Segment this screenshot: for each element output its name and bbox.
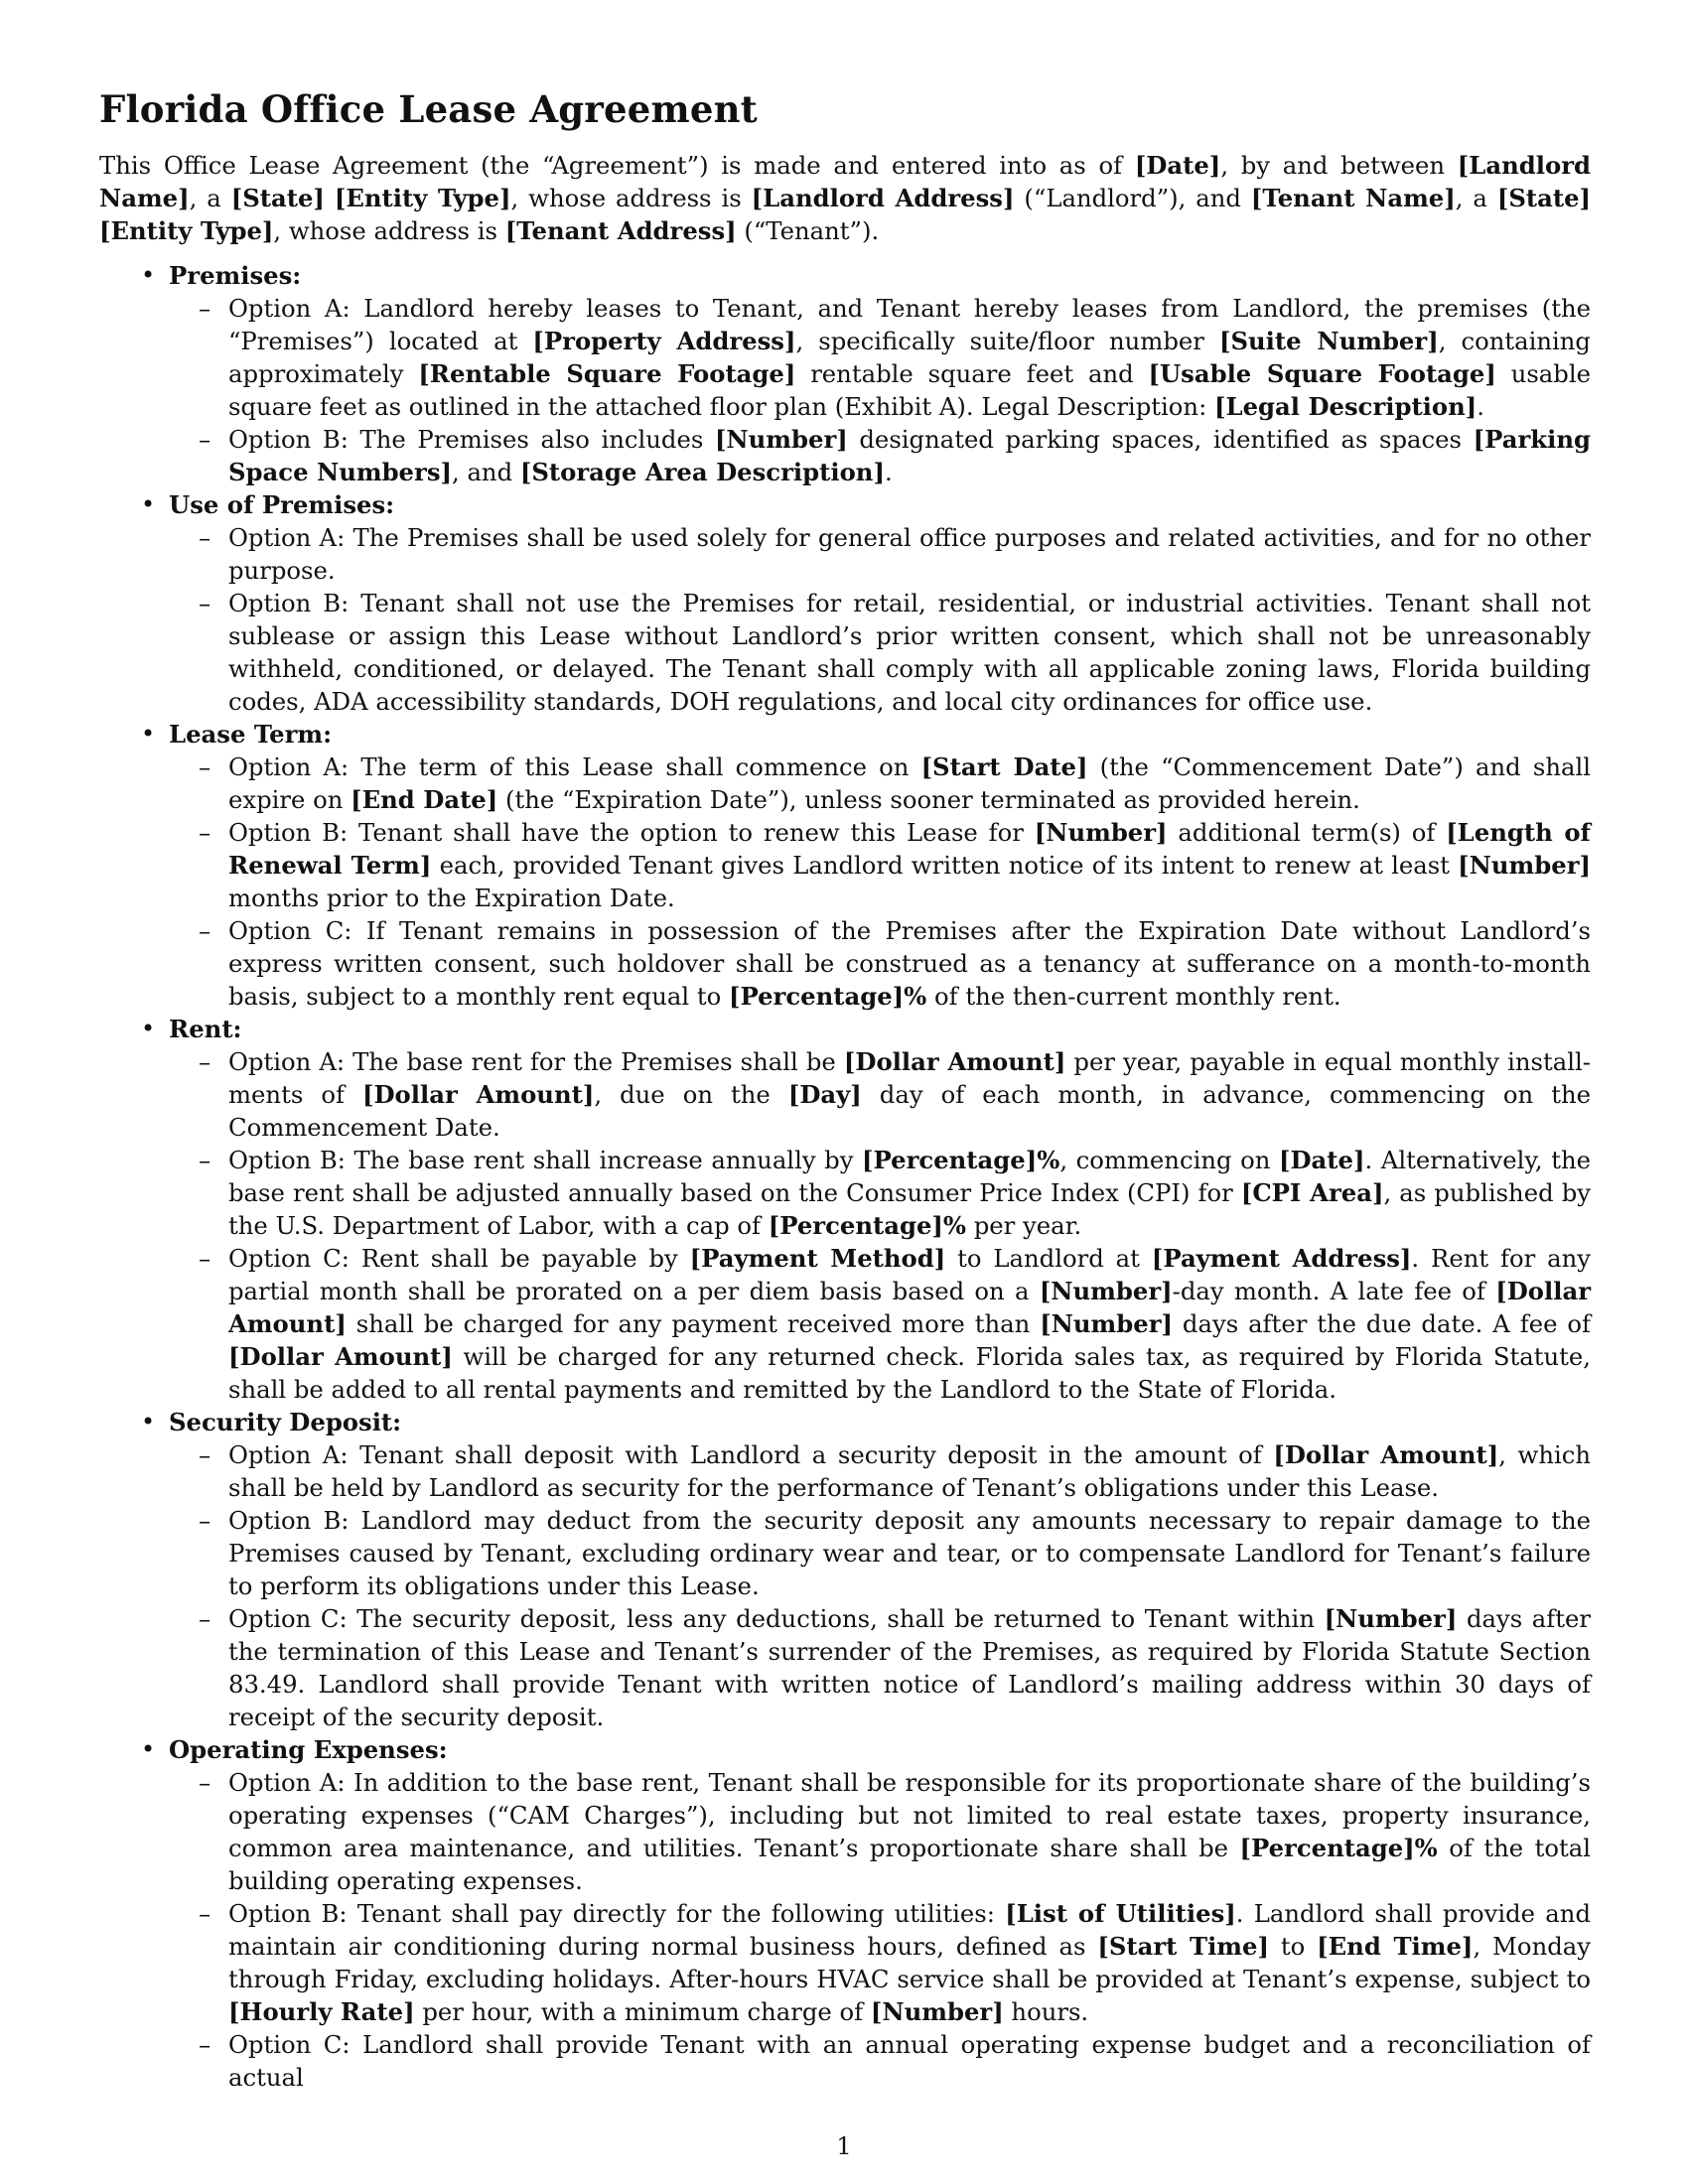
placeholder-field: [Usable Square Footage] bbox=[1148, 359, 1496, 388]
dash-marker: – bbox=[199, 1244, 211, 1273]
option-item bbox=[169, 521, 1591, 587]
text-run: Option A: The term of this Lease shall commence on bbox=[228, 752, 921, 781]
text-run: , a bbox=[189, 184, 231, 212]
section-item bbox=[99, 259, 1591, 488]
placeholder-field: [List of Utilities] bbox=[1005, 1899, 1236, 1928]
placeholder-field: [CPI Area] bbox=[1240, 1178, 1384, 1207]
placeholder-field: [Parking Space Numbers] bbox=[228, 425, 1592, 486]
document-page bbox=[99, 87, 1591, 2094]
text-run: to Landlord at bbox=[945, 1244, 1152, 1273]
section-item bbox=[99, 718, 1591, 1013]
placeholder-field: [Number] bbox=[1458, 851, 1591, 880]
text-run: . Alternatively, the base rent shall be adjusted annually based on the Consumer Price Index (CPI) for bbox=[228, 1146, 1591, 1207]
placeholder-field: [Day] bbox=[787, 1080, 862, 1109]
dash-marker: – bbox=[199, 1899, 211, 1928]
document-title: Florida Office Lease Agreement bbox=[99, 87, 758, 131]
section-title: Rent: bbox=[169, 1015, 242, 1043]
text-run: shall be charged for any payment received more than bbox=[346, 1309, 1041, 1338]
text-run: , containing approximately bbox=[228, 327, 1591, 388]
option-item bbox=[169, 1438, 1591, 1504]
option-item bbox=[169, 423, 1591, 488]
text-run: . bbox=[1477, 392, 1485, 421]
placeholder-field: [Legal Description] bbox=[1213, 392, 1477, 421]
placeholder-field: [Date] bbox=[1278, 1146, 1365, 1174]
placeholder-field: [Number] bbox=[870, 1997, 1004, 2026]
text-run: , commencing on bbox=[1059, 1146, 1279, 1174]
dash-marker: – bbox=[199, 294, 211, 323]
text-run: Option C: The security deposit, less any deductions, shall be returned to Tenant within bbox=[228, 1604, 1325, 1633]
text-run: months prior to the Expiration Date. bbox=[228, 884, 675, 912]
text-run: Option A: Landlord hereby leases to Tenant, and Tenant hereby leases from Landlord, the premises (the “Premises”) located at bbox=[228, 294, 1591, 355]
text-run: Option A: Tenant shall deposit with Landlord a security deposit in the amount of bbox=[228, 1440, 1274, 1469]
placeholder-field: [Property Address] bbox=[532, 327, 796, 355]
text-run: (the “Expiration Date”), unless sooner terminated as provided herein. bbox=[497, 785, 1360, 814]
placeholder-field: [Landlord Address] bbox=[751, 184, 1015, 212]
option-item bbox=[169, 751, 1591, 816]
text-run: , and bbox=[452, 458, 520, 486]
placeholder-field: [Hourly Rate] bbox=[228, 1997, 415, 2026]
text-run: Option C: Landlord shall provide Tenant with an annual operating expense budget and a reconciliation of actual bbox=[228, 2030, 1591, 2092]
placeholder-field: [Payment Address] bbox=[1151, 1244, 1412, 1273]
bullet-marker: • bbox=[141, 490, 156, 518]
placeholder-field: [Number] bbox=[1324, 1604, 1458, 1633]
option-item bbox=[169, 292, 1591, 423]
text-run: Option B: Tenant shall pay directly for the following utilities: bbox=[228, 1899, 1006, 1928]
text-run: will be charged for any returned check. Florida sales tax, as required by Florida Statute, shall be added to all rental payments and remitted by the Landlord to the State of Florida. bbox=[228, 1342, 1591, 1404]
text-run: , due on the bbox=[594, 1080, 788, 1109]
section-title: Security Deposit: bbox=[169, 1408, 402, 1436]
bullet-marker: • bbox=[141, 1408, 156, 1435]
placeholder-field: [Number] bbox=[714, 425, 848, 454]
text-run: to bbox=[1268, 1932, 1318, 1961]
section-title: Premises: bbox=[169, 261, 302, 290]
section-item bbox=[99, 1013, 1591, 1406]
text-run: (the “Commencement Date”) and shall expire on bbox=[228, 752, 1591, 814]
placeholder-field: [Payment Method] bbox=[689, 1244, 946, 1273]
placeholder-field: [Tenant Address] bbox=[504, 216, 737, 245]
dash-marker: – bbox=[199, 916, 211, 945]
placeholder-field: [Date] bbox=[1134, 151, 1221, 180]
placeholder-field: [State] bbox=[230, 184, 325, 212]
text-run: Option A: In addition to the base rent, Tenant shall be responsible for its proportionate share of the building’s operating expenses (“CAM Charges”), including but not limited to real estate taxes, property insurance, common area maintenance, and utilities. Tenant’s proportionate share shall be bbox=[228, 1768, 1591, 1862]
placeholder-field: [Number] bbox=[1040, 1309, 1174, 1338]
text-run: day of each month, in advance, commencing on the Commencement Date. bbox=[228, 1080, 1591, 1142]
page-number: 1 bbox=[836, 2132, 852, 2160]
text-run: , Monday through Friday, excluding holidays. After-hours HVAC service shall be provided at Tenant’s expense, subject to bbox=[228, 1932, 1591, 1993]
placeholder-field: [Start Date] bbox=[920, 752, 1088, 781]
text-run: Option B: The Premises also includes bbox=[228, 425, 715, 454]
text-run bbox=[325, 184, 335, 212]
option-item bbox=[169, 587, 1591, 718]
text-run: usable square feet as outlined in the attached floor plan (Exhibit A). Legal Description: bbox=[228, 359, 1591, 421]
text-run: Option A: The base rent for the Premises shall be bbox=[228, 1047, 844, 1076]
option-list bbox=[169, 1045, 1591, 1406]
dash-marker: – bbox=[199, 1604, 211, 1633]
text-run: , whose address is bbox=[273, 216, 505, 245]
text-run: days after the due date. A fee of bbox=[1173, 1309, 1591, 1338]
placeholder-field: [Entity Type] bbox=[334, 184, 511, 212]
dash-marker: – bbox=[199, 425, 211, 454]
text-run: , which shall be held by Landlord as security for the performance of Tenant’s obligations under this Lease. bbox=[228, 1440, 1591, 1502]
text-run: . bbox=[884, 458, 893, 486]
placeholder-field: [Start Time] bbox=[1097, 1932, 1269, 1961]
text-run: , as published by the U.S. Department of Labor, with a cap of bbox=[228, 1178, 1591, 1240]
placeholder-field: [Number] bbox=[1039, 1277, 1173, 1305]
option-item bbox=[169, 1045, 1591, 1144]
text-run: of the total building operating expenses. bbox=[228, 1834, 1591, 1895]
section-list bbox=[99, 259, 1591, 2094]
option-list bbox=[169, 1438, 1591, 1733]
dash-marker: – bbox=[199, 818, 211, 847]
text-run: rentable square feet and bbox=[795, 359, 1149, 388]
placeholder-field: [Storage Area Description] bbox=[519, 458, 885, 486]
bullet-marker: • bbox=[141, 261, 156, 289]
text-run: Option B: Tenant shall not use the Premises for retail, residential, or industrial activities. Tenant shall not sublease or assign this Lease without Landlord’s prior written consent, which shall not be unreasonably withheld, conditioned, or delayed. The Tenant shall comply with all applicable zoning laws, Florida building codes, ADA accessibility standards, DOH regulations, and local city ordinances for office use. bbox=[228, 589, 1591, 716]
dash-marker: – bbox=[199, 1506, 211, 1535]
dash-marker: – bbox=[199, 523, 211, 552]
text-run: , specifically suite/floor number bbox=[795, 327, 1219, 355]
option-item bbox=[169, 1242, 1591, 1406]
text-run: . Rent for any partial month shall be prorated on a per diem basis based on a bbox=[228, 1244, 1591, 1305]
text-run: -day month. A late fee of bbox=[1172, 1277, 1496, 1305]
option-item bbox=[169, 1504, 1591, 1602]
section-item bbox=[99, 488, 1591, 718]
placeholder-field: [End Date] bbox=[351, 785, 498, 814]
option-list bbox=[169, 1766, 1591, 2094]
text-run: per year, payable in equal monthly installments of bbox=[228, 1047, 1591, 1109]
placeholder-field: [Percentage]% bbox=[768, 1211, 966, 1240]
dash-marker: – bbox=[199, 1146, 211, 1174]
placeholder-field: [Number] bbox=[1034, 818, 1168, 847]
placeholder-field: [Percentage]% bbox=[728, 982, 927, 1011]
text-run: days after the termination of this Lease and Tenant’s surrender of the Premises, as required by Florida Statute Section 83.49. Landlord shall provide Tenant with written notice of Landlord’s mailing address within 30 days of receipt of the security deposit. bbox=[228, 1604, 1592, 1731]
section-title: Lease Term: bbox=[169, 720, 333, 749]
text-run: Option B: Tenant shall have the option to renew this Lease for bbox=[228, 818, 1035, 847]
text-run: per hour, with a minimum charge of bbox=[414, 1997, 871, 2026]
placeholder-field: [Dollar Amount] bbox=[228, 1342, 453, 1371]
placeholder-field: [Length of Renewal Term] bbox=[228, 818, 1591, 880]
dash-marker: – bbox=[199, 1047, 211, 1076]
option-item bbox=[169, 1144, 1591, 1242]
dash-marker: – bbox=[199, 589, 211, 617]
placeholder-field: [Percentage]% bbox=[1239, 1834, 1438, 1862]
option-list bbox=[169, 521, 1591, 718]
dash-marker: – bbox=[199, 1440, 211, 1469]
option-item bbox=[169, 1766, 1591, 1897]
placeholder-field: [End Time] bbox=[1317, 1932, 1474, 1961]
text-run: Option A: The Premises shall be used solely for general office purposes and related activities, and for no other purpose. bbox=[228, 523, 1591, 585]
option-item bbox=[169, 2028, 1591, 2094]
text-run: per year. bbox=[966, 1211, 1082, 1240]
intro-paragraph bbox=[99, 149, 1591, 247]
section-item bbox=[99, 1406, 1591, 1733]
placeholder-field: [State] bbox=[1496, 184, 1592, 212]
placeholder-field: [Landlord Name] bbox=[99, 151, 1591, 212]
option-list bbox=[169, 751, 1591, 1013]
text-run: (“Landlord”), and bbox=[1014, 184, 1251, 212]
section-title: Use of Premises: bbox=[169, 490, 395, 519]
dash-marker: – bbox=[199, 752, 211, 781]
text-run: , a bbox=[1455, 184, 1497, 212]
text-run: Option B: Landlord may deduct from the security deposit any amounts necessary to repair damage to the Premises caused by Tenant, excluding ordinary wear and tear, or to compensate Landlord for Tenant’s failure to perform its obligations under this Lease. bbox=[228, 1506, 1591, 1600]
placeholder-field: [Dollar Amount] bbox=[843, 1047, 1066, 1076]
placeholder-field: [Tenant Name] bbox=[1250, 184, 1456, 212]
text-run: designated parking spaces, identified as spaces bbox=[847, 425, 1474, 454]
text-run: (“Tenant”). bbox=[736, 216, 880, 245]
dash-marker: – bbox=[199, 2030, 211, 2059]
text-run: . Landlord shall provide and maintain air conditioning during normal business hours, defined as bbox=[228, 1899, 1591, 1961]
text-run: Option C: Rent shall be payable by bbox=[228, 1244, 690, 1273]
text-run: Option C: If Tenant remains in possession of the Premises after the Expiration Date without Landlord’s express written consent, such holdover shall be construed as a tenancy at sufferance on a month-to-month basis, subject to a monthly rent equal to bbox=[228, 916, 1591, 1011]
section-title: Operating Expenses: bbox=[169, 1735, 448, 1764]
text-run: hours. bbox=[1003, 1997, 1089, 2026]
bullet-marker: • bbox=[141, 720, 156, 748]
bullet-marker: • bbox=[141, 1015, 156, 1042]
option-item bbox=[169, 816, 1591, 914]
text-run: This Office Lease Agreement (the “Agreement”) is made and entered into as of bbox=[99, 151, 1135, 180]
placeholder-field: [Rentable Square Footage] bbox=[418, 359, 796, 388]
option-item bbox=[169, 914, 1591, 1013]
text-run: additional term(s) of bbox=[1167, 818, 1447, 847]
text-run: , whose address is bbox=[510, 184, 752, 212]
text-run: each, provided Tenant gives Landlord written notice of its intent to renew at least bbox=[431, 851, 1459, 880]
placeholder-field: [Dollar Amount] bbox=[361, 1080, 595, 1109]
placeholder-field: [Dollar Amount] bbox=[228, 1277, 1591, 1338]
text-run: Option B: The base rent shall increase annually by bbox=[228, 1146, 863, 1174]
option-list bbox=[169, 292, 1591, 488]
placeholder-field: [Entity Type] bbox=[99, 216, 274, 245]
placeholder-field: [Dollar Amount] bbox=[1273, 1440, 1499, 1469]
text-run: , by and between bbox=[1220, 151, 1458, 180]
placeholder-field: [Percentage]% bbox=[862, 1146, 1060, 1174]
placeholder-field: [Suite Number] bbox=[1218, 327, 1439, 355]
section-item bbox=[99, 1733, 1591, 2094]
text-run: of the then-current monthly rent. bbox=[926, 982, 1341, 1011]
dash-marker: – bbox=[199, 1768, 211, 1797]
option-item bbox=[169, 1602, 1591, 1733]
bullet-marker: • bbox=[141, 1735, 156, 1763]
option-item bbox=[169, 1897, 1591, 2028]
